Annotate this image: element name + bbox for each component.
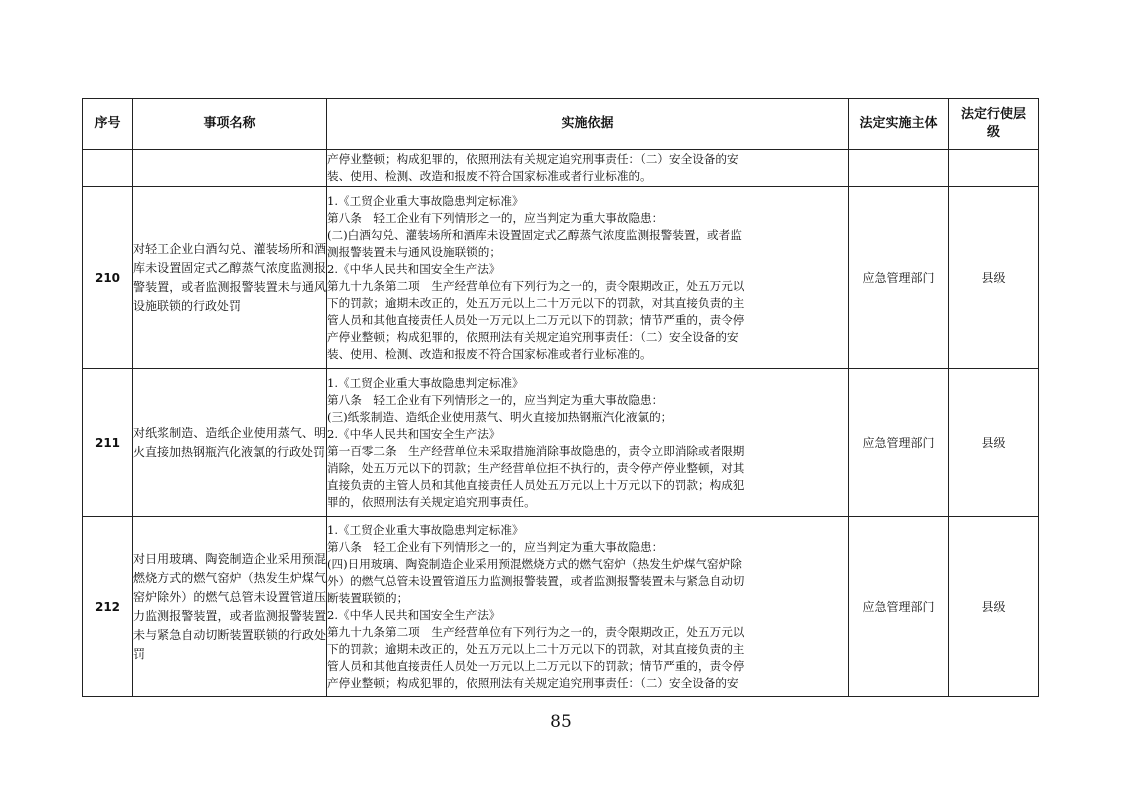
table-row [83,369,1039,517]
basis-line: 1.《工贸企业重大事故隐患判定标准》 [327,522,524,537]
table-header-row [83,99,1039,150]
subject-cell [849,150,949,187]
item-name: 对日用玻璃、陶瓷制造企业采用预混燃烧方式的燃气窑炉（热发生炉煤气窑炉除外）的燃气总管未设置管道压力监测报警装置，或者监测报警装置未与紧急自动切断装置联锁的行政处罚 [133,517,327,697]
row-number-cell [83,150,133,187]
item-name-cell [133,150,327,187]
item-name: 对轻工企业白酒勾兑、灌装场所和酒库未设置固定式乙醇蒸气浓度监测报警装置，或者监测报警装置未与通风设施联锁的行政处罚 [133,187,327,369]
implementing-subject: 应急管理部门 [849,369,949,517]
row-number: 211 [83,369,133,517]
basis-line: 1.《工贸企业重大事故隐患判定标准》 [327,193,524,208]
exercise-level: 县级 [949,517,1039,697]
header-item-name: 事项名称 [133,99,327,150]
basis-line: 2.《中华人民共和国安全生产法》 [327,261,501,276]
basis-line: 直接负责的主管人员和其他直接责任人员处五万元以上十万元以下的罚款；构成犯 [327,477,745,492]
basis-line: 管人员和其他直接责任人员处一万元以上二万元以下的罚款；情节严重的，责令停 [327,658,745,673]
basis-line: 消除，处五万元以下的罚款；生产经营单位拒不执行的，责令停产停业整顿，对其 [327,460,745,475]
basis-line: 产停业整顿；构成犯罪的，依照刑法有关规定追究刑事责任：（二）安全设备的安 [327,152,739,166]
basis-line: 断装置联锁的； [327,590,409,605]
basis-line: 装、使用、检测、改造和报废不符合国家标准或者行业标准的。 [327,169,652,183]
page-number: 85 [550,712,572,732]
basis-line: 装、使用、检测、改造和报废不符合国家标准或者行业标准的。 [327,346,652,361]
basis-cell [327,187,849,369]
basis-line: 外）的燃气总管未设置管道压力监测报警装置，或者监测报警装置未与紧急自动切 [327,573,745,588]
basis-line: 管人员和其他直接责任人员处一万元以上二万元以下的罚款；情节严重的，责令停 [327,312,745,327]
implementing-subject: 应急管理部门 [849,517,949,697]
basis-cell [327,369,849,517]
basis-line: 2.《中华人民共和国安全生产法》 [327,426,501,441]
enforcement-items-table [82,98,1039,697]
exercise-level: 县级 [949,187,1039,369]
header-seq: 序号 [83,99,133,150]
basis-cell [327,150,849,187]
basis-line: (三)纸浆制造、造纸企业使用蒸气、明火直接加热钢瓶汽化液氯的； [327,409,673,424]
table-row-continuation [83,150,1039,187]
basis-line: 产停业整顿；构成犯罪的，依照刑法有关规定追究刑事责任：（二）安全设备的安 [327,675,739,690]
basis-line: (二)白酒勾兑、灌装场所和酒库未设置固定式乙醇蒸气浓度监测报警装置，或者监 [327,227,742,242]
basis-line: 产停业整顿；构成犯罪的，依照刑法有关规定追究刑事责任：（二）安全设备的安 [327,329,739,344]
row-number: 210 [83,187,133,369]
table-row [83,187,1039,369]
level-cell [949,150,1039,187]
basis-cell [327,517,849,697]
implementing-subject: 应急管理部门 [849,187,949,369]
header-subject: 法定实施主体 [849,99,949,150]
basis-line: 测报警装置未与通风设施联锁的； [327,244,501,259]
basis-line: 1.《工贸企业重大事故隐患判定标准》 [327,375,524,390]
table-row [83,517,1039,697]
basis-line: 下的罚款；逾期未改正的，处五万元以上二十万元以下的罚款，对其直接负责的主 [327,295,745,310]
header-basis: 实施依据 [327,99,849,150]
basis-line: 第八条 轻工企业有下列情形之一的，应当判定为重大事故隐患： [327,392,664,407]
exercise-level: 县级 [949,369,1039,517]
basis-line: 第一百零二条 生产经营单位未采取措施消除事故隐患的，责令立即消除或者限期 [327,443,745,458]
basis-line: 第八条 轻工企业有下列情形之一的，应当判定为重大事故隐患： [327,210,664,225]
basis-line: 罪的，依照刑法有关规定追究刑事责任。 [327,494,536,509]
basis-line: 第八条 轻工企业有下列情形之一的，应当判定为重大事故隐患： [327,539,664,554]
basis-line: (四)日用玻璃、陶瓷制造企业采用预混燃烧方式的燃气窑炉（热发生炉煤气窑炉除 [327,556,742,571]
row-number: 212 [83,517,133,697]
basis-line: 下的罚款；逾期未改正的，处五万元以上二十万元以下的罚款，对其直接负责的主 [327,641,745,656]
basis-line: 第九十九条第二项 生产经营单位有下列行为之一的，责令限期改正，处五万元以 [327,278,745,293]
header-level: 法定行使层级 [949,99,1039,150]
basis-line: 2.《中华人民共和国安全生产法》 [327,607,501,622]
item-name: 对纸浆制造、造纸企业使用蒸气、明火直接加热钢瓶汽化液氯的行政处罚 [133,369,327,517]
basis-line: 第九十九条第二项 生产经营单位有下列行为之一的，责令限期改正，处五万元以 [327,624,745,639]
